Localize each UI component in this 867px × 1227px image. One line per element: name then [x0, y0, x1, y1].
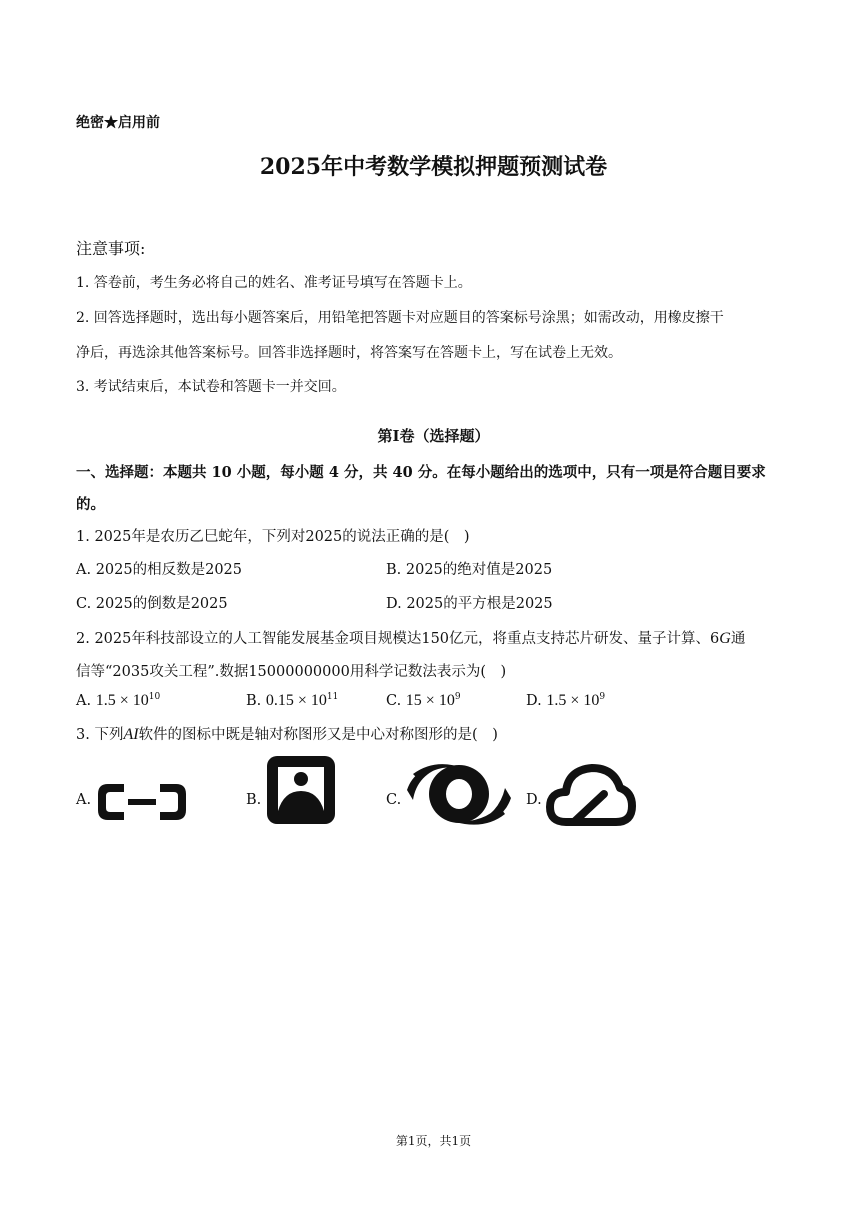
- question-3-option-d-label: D.: [526, 792, 542, 808]
- question-1-stem: 1. 2025年是农历乙巳蛇年，下列对2025的说法正确的是( ): [76, 529, 470, 545]
- option-a-exponent: 10: [148, 692, 161, 703]
- secret-label: 绝密★启用前: [76, 115, 160, 131]
- option-a-value: 1.5 × 10: [95, 692, 149, 709]
- option-d-value: 1.5 × 10: [546, 692, 600, 709]
- question-2-stem-cont: 信等“2035攻关工程”.数据15000000000用科学记数法表示为( ): [76, 664, 507, 680]
- cloud-icon: [546, 762, 636, 828]
- section-instruction: 一、选择题：本题共 10 小题，每小题 4 分，共 40 分。在每小题给出的选项中，只有一项是符合题目要求: [76, 464, 766, 481]
- section-title: 第Ⅰ卷（选择题）: [377, 427, 490, 445]
- question-2-option-d: [526, 692, 605, 710]
- question-1-option-a: A. 2025的相反数是2025: [76, 562, 242, 578]
- page-footer: 第1页，共1页: [395, 1134, 472, 1148]
- question-2-stem: [76, 627, 745, 648]
- question-1-option-d: D. 2025的平方根是2025: [386, 596, 553, 612]
- option-c-value: 15 × 10: [405, 692, 455, 709]
- picture-frame-icon: [266, 755, 336, 825]
- notice-item-3: 3. 考试结束后，本试卷和答题卡一并交回。: [76, 379, 346, 395]
- question-2-option-b: [246, 692, 338, 710]
- question-2-option-a: [76, 692, 160, 710]
- question-2-stem-text: 2. 2025年科技部设立的人工智能发展基金项目规模达150亿元，将重点支持芯片研发、量子计算、6: [76, 631, 720, 647]
- option-c-label: C.: [386, 693, 402, 709]
- option-d-label: D.: [526, 693, 542, 709]
- question-3-stem-post: 软件的图标中既是轴对称图形又是中心对称图形的是( ): [138, 727, 498, 743]
- question-1-option-b: B. 2025的绝对值是2025: [386, 562, 553, 578]
- section-instruction-cont: 的。: [76, 496, 105, 513]
- question-3-stem-ai: AI: [123, 726, 139, 743]
- exam-title: 2025年中考数学模拟押题预测试卷: [259, 154, 608, 180]
- question-1-option-c: C. 2025的倒数是2025: [76, 596, 228, 612]
- question-2-stem-tail: 通: [730, 631, 746, 647]
- notice-item-2: 2. 回答选择题时，选出每小题答案后，用铅笔把答题卡对应题目的答案标号涂黑；如需改动，用橡皮擦干: [76, 310, 724, 326]
- question-2-stem-g: G: [719, 630, 731, 647]
- option-d-exponent: 9: [599, 692, 606, 703]
- notice-item-2-cont: 净后，再选涂其他答案标号。回答非选择题时，将答案写在答题卡上，写在试卷上无效。: [76, 345, 622, 361]
- question-3-option-a-label: A.: [76, 792, 92, 808]
- question-2-option-c: [386, 692, 461, 710]
- question-3-stem: [76, 723, 498, 744]
- option-b-value: 0.15 × 10: [265, 692, 327, 709]
- alibaba-cloud-icon: [94, 778, 190, 826]
- notice-heading: 注意事项:: [76, 239, 146, 258]
- option-b-label: B.: [246, 693, 262, 709]
- swirl-ring-icon: [405, 760, 513, 828]
- option-a-label: A.: [76, 693, 92, 709]
- option-c-exponent: 9: [454, 692, 461, 703]
- notice-item-1: 1. 答卷前，考生务必将自己的姓名、准考证号填写在答题卡上。: [76, 275, 472, 291]
- question-3-option-b-label: B.: [246, 792, 262, 808]
- option-b-exponent: 11: [326, 692, 339, 703]
- question-3-stem-pre: 3. 下列: [76, 727, 124, 743]
- question-3-option-c-label: C.: [386, 792, 402, 808]
